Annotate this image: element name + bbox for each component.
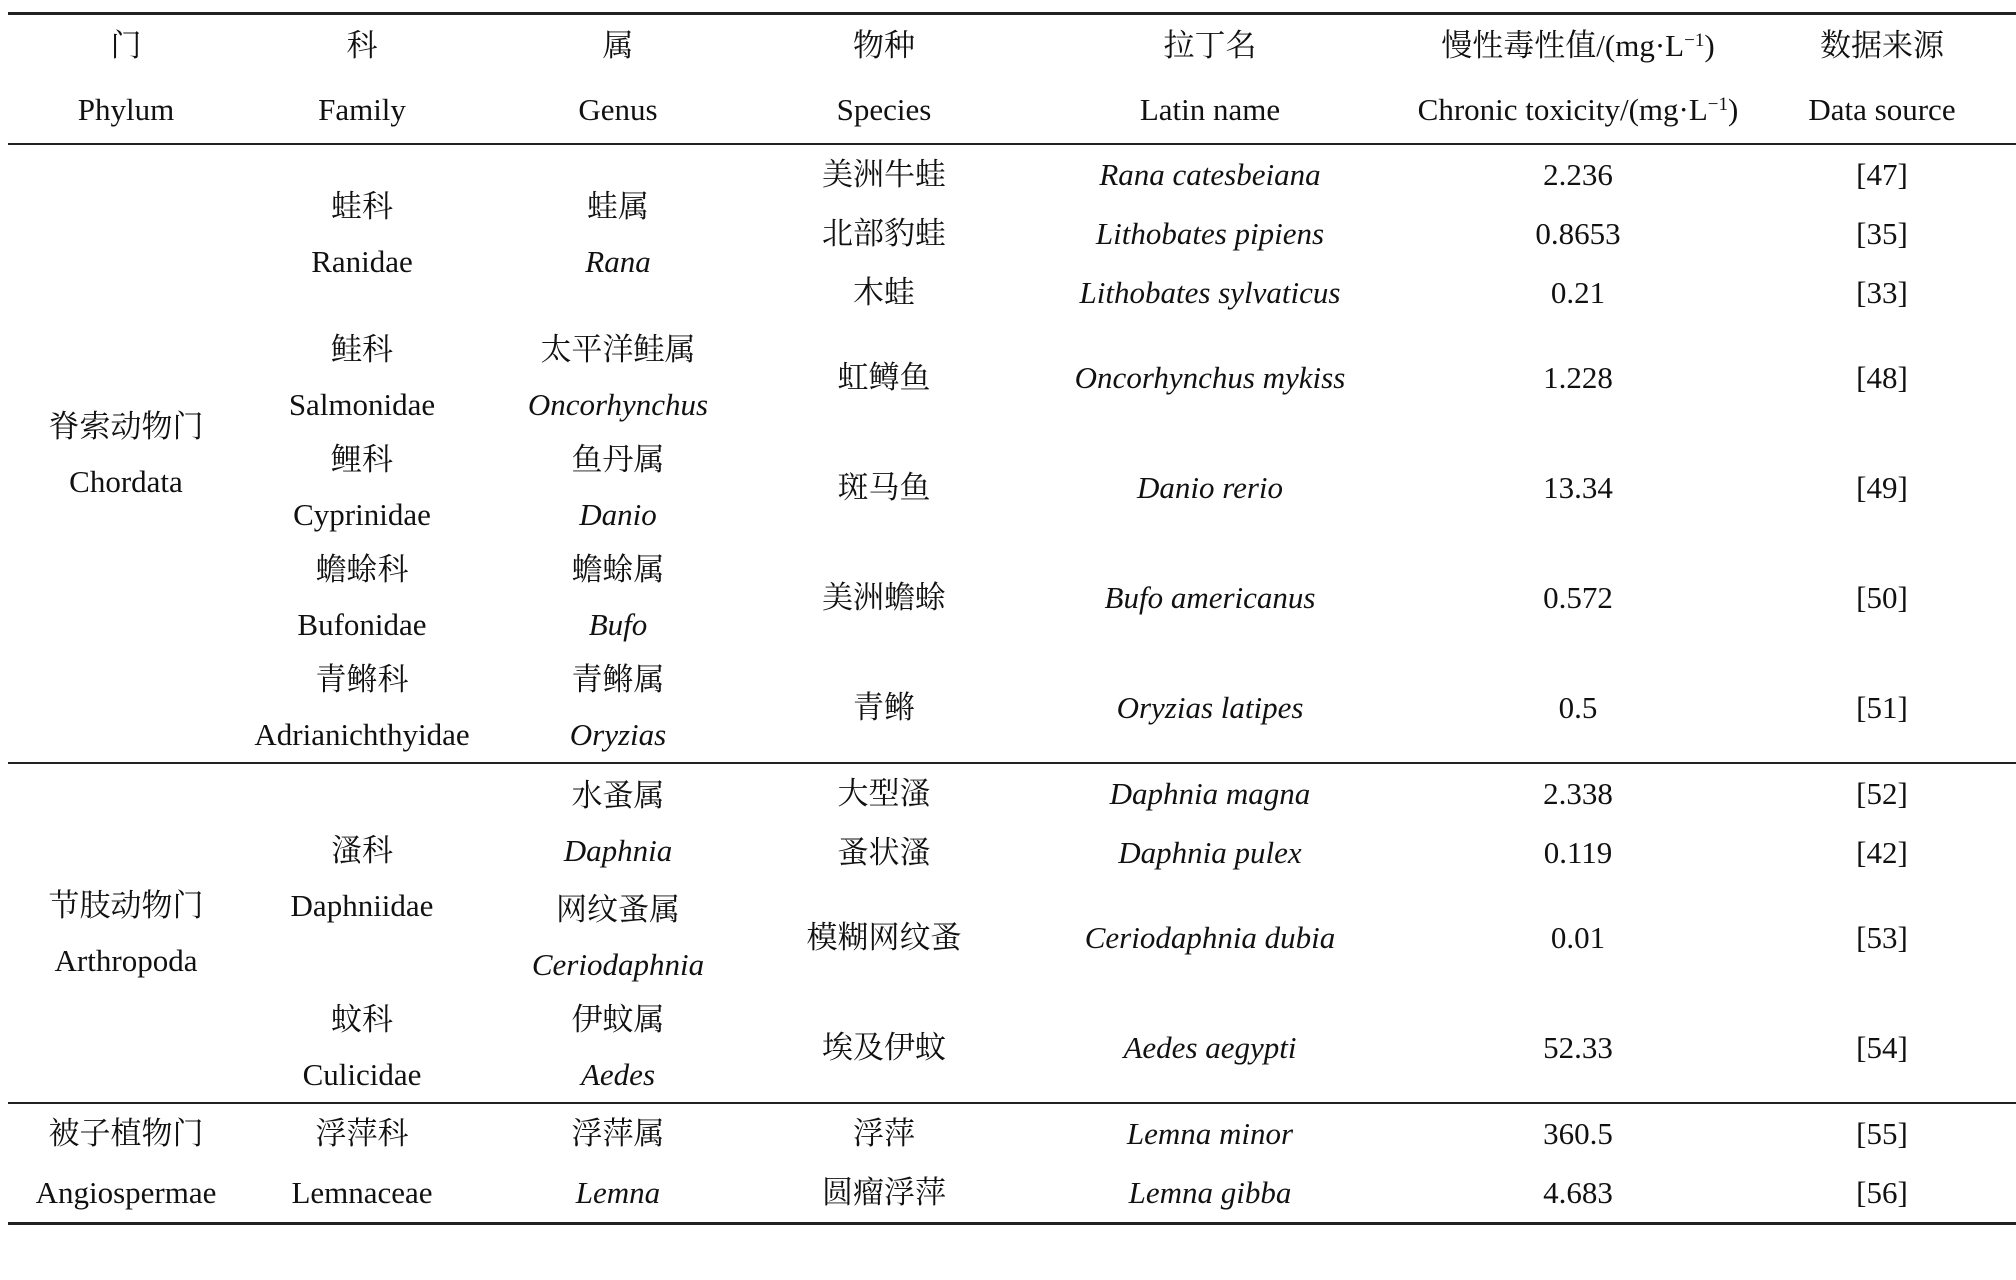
genus-en: Bufo <box>588 607 648 642</box>
family-cell <box>244 432 480 542</box>
source-cell <box>1748 823 2016 882</box>
header-label: Chronic toxicity/$(mg\cdot L^{-1})$ <box>1417 92 1739 127</box>
species-zh: 美洲牛蛙 <box>822 157 946 192</box>
family-en: Lemnaceae <box>291 1175 433 1210</box>
toxicity-value: 0.21 <box>1550 275 1606 310</box>
phylum-cell <box>8 1163 244 1224</box>
phylum-en: Angiospermae <box>35 1175 217 1210</box>
latin-name: Oryzias latipes <box>1116 689 1304 725</box>
latin-cell <box>1012 263 1408 322</box>
toxicity-value: 0.5 <box>1558 689 1598 725</box>
header-label: 科 <box>346 28 378 63</box>
phylum-cell <box>8 763 244 1103</box>
genus-zh: 鱼丹属 <box>571 442 665 477</box>
table-row <box>8 322 2016 432</box>
header-label: 数据来源 <box>1820 28 1944 63</box>
genus-en: Aedes <box>580 1057 656 1092</box>
phylum-en: Chordata <box>69 463 183 499</box>
latin-cell <box>1012 823 1408 882</box>
family-zh: 蟾蜍科 <box>315 552 409 587</box>
header-label: Phylum <box>77 92 175 127</box>
table-row <box>8 763 2016 823</box>
source-ref: [49] <box>1856 469 1908 505</box>
source-cell <box>1748 882 2016 992</box>
toxicity-cell <box>1408 1163 1748 1224</box>
family-zh: 浮萍科 <box>315 1116 409 1151</box>
latin-name: Lithobates pipiens <box>1095 216 1325 251</box>
col-genus-zh <box>480 14 756 77</box>
toxicity-cell <box>1408 322 1748 432</box>
header-label: Species <box>836 92 932 127</box>
toxicity-cell <box>1408 882 1748 992</box>
family-cell <box>244 542 480 652</box>
genus-cell <box>480 542 756 652</box>
family-zh: 青鳉科 <box>315 662 409 697</box>
species-cell <box>756 263 1012 322</box>
family-cell <box>244 1163 480 1224</box>
latin-cell <box>1012 144 1408 204</box>
header-label: Latin name <box>1139 92 1281 127</box>
latin-cell <box>1012 1103 1408 1163</box>
genus-en: Danio <box>579 497 657 532</box>
genus-cell <box>480 992 756 1103</box>
source-ref: [54] <box>1856 1029 1908 1065</box>
phylum-zh: 节肢动物门 <box>48 888 204 923</box>
toxicity-cell <box>1408 1103 1748 1163</box>
family-cell <box>244 144 480 322</box>
latin-name: Aedes aegypti <box>1123 1029 1297 1065</box>
header-label: 拉丁名 <box>1163 28 1257 63</box>
family-zh: 蛙科 <box>331 188 393 224</box>
col-family-en <box>244 76 480 144</box>
species-cell <box>756 542 1012 652</box>
source-cell <box>1748 542 2016 652</box>
source-cell <box>1748 263 2016 322</box>
phylum-zh: 脊索动物门 <box>48 408 204 444</box>
species-cell <box>756 1103 1012 1163</box>
source-cell <box>1748 322 2016 432</box>
family-en: Culicidae <box>302 1057 422 1092</box>
species-cell <box>756 204 1012 263</box>
genus-zh: 伊蚊属 <box>571 1002 665 1037</box>
genus-zh: 青鳉属 <box>571 662 665 697</box>
latin-name: Daphnia pulex <box>1118 835 1302 870</box>
genus-cell <box>480 1103 756 1163</box>
source-cell <box>1748 763 2016 823</box>
col-latin-en <box>1012 76 1408 144</box>
source-ref: [56] <box>1856 1175 1908 1210</box>
family-en: Bufonidae <box>297 607 427 642</box>
col-latin-zh <box>1012 14 1408 77</box>
col-source-en <box>1748 76 2016 144</box>
toxicity-cell <box>1408 144 1748 204</box>
species-cell <box>756 652 1012 763</box>
source-ref: [51] <box>1856 689 1908 725</box>
table-row <box>8 1163 2016 1224</box>
species-cell <box>756 992 1012 1103</box>
genus-zh: 蛙属 <box>587 188 649 224</box>
header-label: 慢性毒性值$/(mg\cdot L^{-1})$ <box>1441 28 1715 63</box>
toxicity-value: 0.01 <box>1550 919 1606 955</box>
latin-cell <box>1012 322 1408 432</box>
family-cell <box>244 322 480 432</box>
toxicity-cell <box>1408 763 1748 823</box>
latin-cell <box>1012 882 1408 992</box>
header-label: Genus <box>578 92 658 127</box>
latin-cell <box>1012 1163 1408 1224</box>
genus-zh: 水蚤属 <box>571 778 665 813</box>
genus-cell <box>480 1163 756 1224</box>
phylum-en: Arthropoda <box>54 943 198 978</box>
genus-en: Lemna <box>575 1175 661 1210</box>
latin-name: Bufo americanus <box>1104 579 1316 615</box>
phylum-group-angiospermae <box>8 1103 2016 1224</box>
phylum-cell <box>8 1103 244 1163</box>
family-cell <box>244 652 480 763</box>
source-ref: [47] <box>1856 157 1908 192</box>
header-label: 门 <box>110 28 142 63</box>
phylum-cell <box>8 144 244 763</box>
latin-name: Rana catesbeiana <box>1099 157 1321 192</box>
source-cell <box>1748 1103 2016 1163</box>
species-cell <box>756 1163 1012 1224</box>
latin-name: Daphnia magna <box>1109 776 1311 811</box>
table-header <box>8 14 2016 145</box>
species-zh: 圆瘤浮萍 <box>822 1175 946 1210</box>
family-zh: 溞科 <box>331 833 393 868</box>
table-row <box>8 992 2016 1103</box>
header-label: 物种 <box>853 28 915 63</box>
species-cell <box>756 882 1012 992</box>
family-zh: 鲑科 <box>331 332 393 367</box>
genus-cell <box>480 763 756 882</box>
family-en: Salmonidae <box>288 387 436 422</box>
latin-name: Lithobates sylvaticus <box>1079 275 1341 310</box>
latin-name: Ceriodaphnia dubia <box>1084 919 1336 955</box>
latin-name: Lemna gibba <box>1128 1175 1292 1210</box>
family-en: Cyprinidae <box>293 497 431 532</box>
phylum-group-chordata <box>8 144 2016 763</box>
genus-zh: 浮萍属 <box>571 1116 665 1151</box>
col-toxicity-zh <box>1408 14 1748 77</box>
source-cell <box>1748 992 2016 1103</box>
family-zh: 蚊科 <box>331 1002 393 1037</box>
species-zh: 浮萍 <box>853 1116 915 1151</box>
toxicity-value: 360.5 <box>1543 1116 1613 1151</box>
species-zh: 青鳉 <box>853 689 915 725</box>
toxicity-cell <box>1408 992 1748 1103</box>
source-ref: [48] <box>1856 359 1908 395</box>
species-zh: 北部豹蛙 <box>822 216 946 251</box>
species-zh: 美洲蟾蜍 <box>822 579 946 615</box>
col-species-zh <box>756 14 1012 77</box>
genus-cell <box>480 144 756 322</box>
species-cell <box>756 432 1012 542</box>
species-zh: 大型溞 <box>837 776 931 811</box>
genus-en: Ceriodaphnia <box>531 947 705 982</box>
header-label: Family <box>318 92 406 127</box>
family-cell <box>244 992 480 1103</box>
phylum-group-arthropoda <box>8 763 2016 1103</box>
header-label: Data source <box>1808 92 1956 127</box>
species-zh: 模糊网纹蚤 <box>806 919 962 955</box>
family-en: Ranidae <box>311 243 413 279</box>
source-cell <box>1748 432 2016 542</box>
latin-cell <box>1012 652 1408 763</box>
source-cell <box>1748 144 2016 204</box>
source-ref: [53] <box>1856 919 1908 955</box>
col-species-en <box>756 76 1012 144</box>
genus-en: Daphnia <box>563 833 673 868</box>
table-row <box>8 1103 2016 1163</box>
species-zh: 蚤状溞 <box>837 835 931 870</box>
species-cell <box>756 763 1012 823</box>
latin-cell <box>1012 763 1408 823</box>
toxicity-value: 2.236 <box>1543 157 1613 192</box>
species-cell <box>756 144 1012 204</box>
source-cell <box>1748 204 2016 263</box>
genus-zh: 太平洋鲑属 <box>540 332 696 367</box>
col-phylum-zh <box>8 14 244 77</box>
table-row <box>8 432 2016 542</box>
genus-cell <box>480 652 756 763</box>
source-ref: [33] <box>1856 275 1908 310</box>
phylum-zh: 被子植物门 <box>48 1116 204 1151</box>
toxicity-value: 52.33 <box>1543 1029 1613 1065</box>
toxicity-value: 1.228 <box>1543 359 1613 395</box>
source-ref: [35] <box>1856 216 1908 251</box>
toxicity-value: 2.338 <box>1543 776 1613 811</box>
toxicity-value: 4.683 <box>1543 1175 1613 1210</box>
toxicity-cell <box>1408 263 1748 322</box>
col-family-zh <box>244 14 480 77</box>
toxicity-cell <box>1408 652 1748 763</box>
toxicity-value: 0.8653 <box>1535 216 1621 251</box>
col-toxicity-en <box>1408 76 1748 144</box>
genus-zh: 网纹蚤属 <box>556 892 680 927</box>
latin-cell <box>1012 542 1408 652</box>
genus-en: Rana <box>585 243 651 279</box>
species-zh: 埃及伊蚊 <box>822 1029 946 1065</box>
family-cell <box>244 1103 480 1163</box>
latin-cell <box>1012 204 1408 263</box>
species-zh: 虹鳟鱼 <box>837 359 931 395</box>
latin-name: Lemna minor <box>1126 1116 1294 1151</box>
genus-cell <box>480 882 756 992</box>
toxicity-table <box>8 12 2016 1225</box>
latin-cell <box>1012 992 1408 1103</box>
source-cell <box>1748 652 2016 763</box>
header-label: 属 <box>602 28 634 63</box>
family-en: Daphniidae <box>290 888 434 923</box>
genus-en: Oryzias <box>569 717 667 752</box>
source-cell <box>1748 1163 2016 1224</box>
col-source-zh <box>1748 14 2016 77</box>
table-row <box>8 542 2016 652</box>
col-genus-en <box>480 76 756 144</box>
species-cell <box>756 823 1012 882</box>
source-ref: [55] <box>1856 1116 1908 1151</box>
table-row <box>8 144 2016 204</box>
latin-name: Oncorhynchus mykiss <box>1074 359 1346 395</box>
family-en: Adrianichthyidae <box>254 717 470 752</box>
toxicity-value: 0.119 <box>1543 835 1613 870</box>
latin-name: Danio rerio <box>1136 469 1284 505</box>
species-zh: 斑马鱼 <box>837 469 931 505</box>
genus-cell <box>480 432 756 542</box>
family-zh: 鲤科 <box>331 442 393 477</box>
toxicity-cell <box>1408 823 1748 882</box>
source-ref: [50] <box>1856 579 1908 615</box>
toxicity-cell <box>1408 204 1748 263</box>
genus-zh: 蟾蜍属 <box>571 552 665 587</box>
toxicity-cell <box>1408 542 1748 652</box>
toxicity-value: 0.572 <box>1543 579 1613 615</box>
species-zh: 木蛙 <box>853 275 915 310</box>
toxicity-value: 13.34 <box>1543 469 1613 505</box>
genus-en: Oncorhynchus <box>527 387 709 422</box>
col-phylum-en <box>8 76 244 144</box>
latin-cell <box>1012 432 1408 542</box>
source-ref: [42] <box>1856 835 1908 870</box>
species-cell <box>756 322 1012 432</box>
table-row <box>8 652 2016 763</box>
source-ref: [52] <box>1856 776 1908 811</box>
genus-cell <box>480 322 756 432</box>
toxicity-cell <box>1408 432 1748 542</box>
family-cell <box>244 763 480 992</box>
